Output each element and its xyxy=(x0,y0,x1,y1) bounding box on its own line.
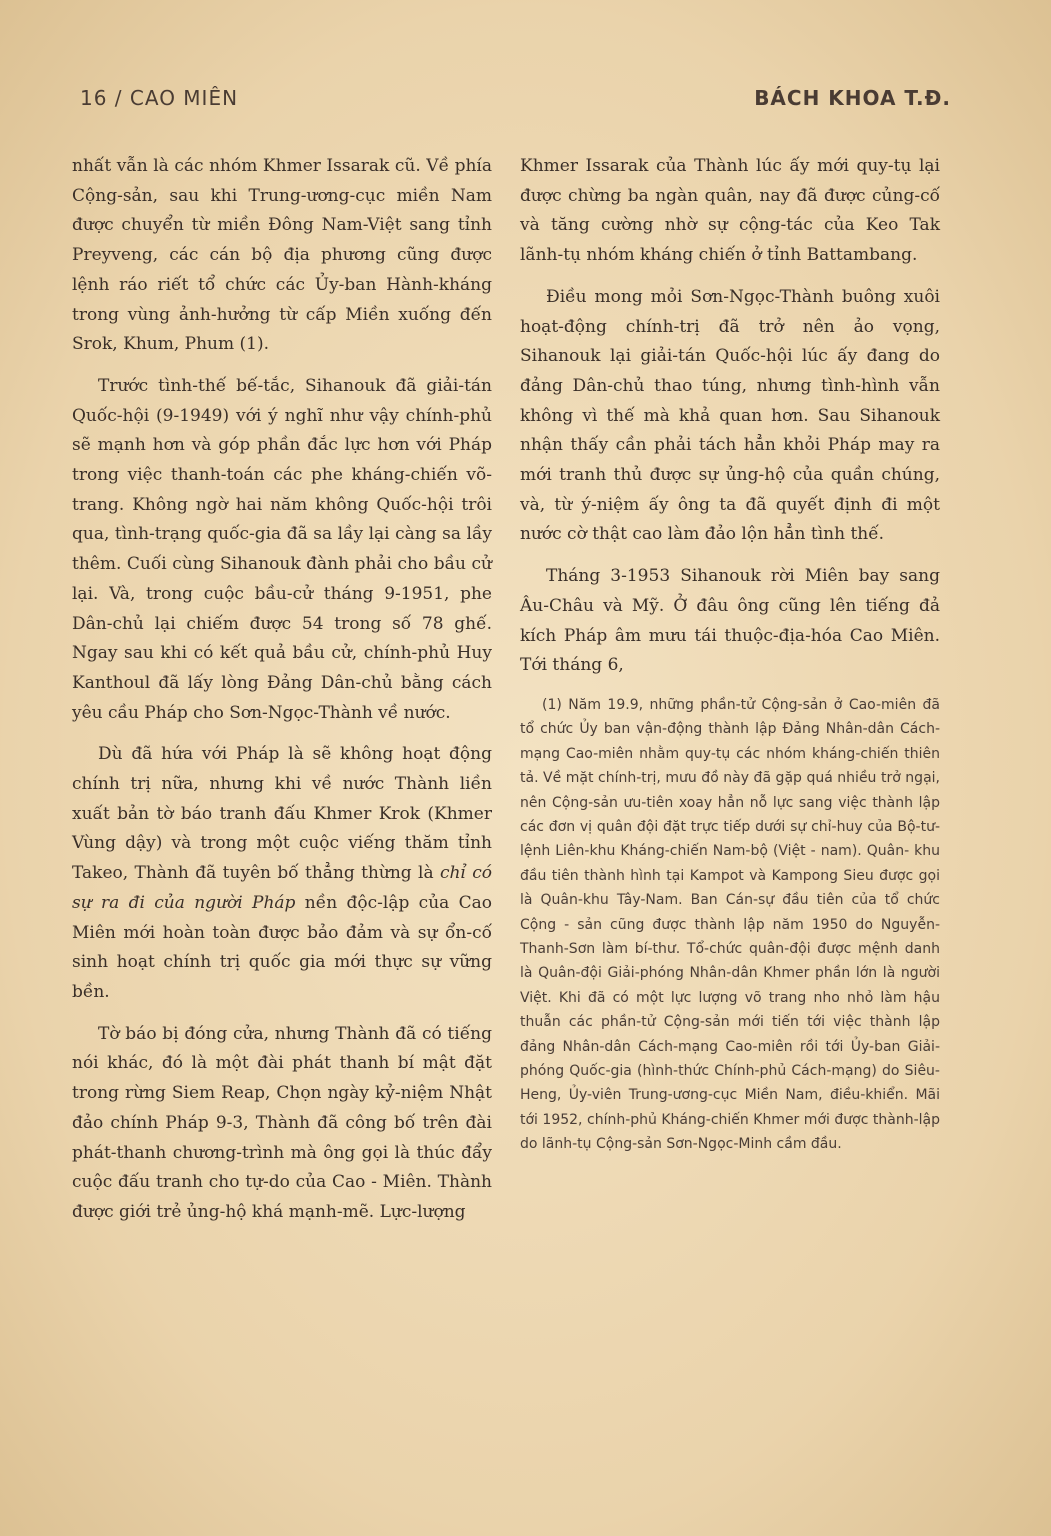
page-number-section: 16 / CAO MIÊN xyxy=(80,86,239,110)
paragraph: nhất vẫn là các nhóm Khmer Issarak cũ. Về phía Cộng-sản, sau khi Trung-ương-cục miền Nam được chuyển từ miền Đông Nam-Việt sang tỉnh Preyveng, các cán bộ địa phương cũng được lệnh ráo riết tổ chức các Ủy-ban Hành-kháng trong vùng ảnh-hưởng từ cấp Miền xuống đến Srok, Khum, Phum (1). xyxy=(72,156,492,355)
italic-quote: chỉ có sự ra đi của người Pháp xyxy=(72,863,492,913)
footnote xyxy=(520,693,940,1157)
paragraph: Điều mong mỏi Sơn-Ngọc-Thành buông xuôi hoạt-động chính-trị đã trở nên ảo vọng, Sihanouk lại giải-tán Quốc-hội lúc ấy đang do đảng Dân-chủ thao túng, nhưng tình-hình vẫn không vì thế mà khả quan hơn. Sau Sihanouk nhận thấy cần phải tách hẳn khỏi Pháp may ra mới tranh thủ được sự ủng-hộ của quần chúng, và, từ ý-niệm ấy ông ta đã quyết định đi một nước cờ thật cao làm đảo lộn hẳn tình thế. xyxy=(520,286,940,545)
paragraph: Tờ báo bị đóng cửa, nhưng Thành đã có tiếng nói khác, đó là một đài phát thanh bí mật đặt trong rừng Siem Reap, Chọn ngày kỷ-niệm Nhật đảo chính Pháp 9-3, Thành đã công bố trên đài phát-thanh chương-trình mà ông gọi là thúc đẩy cuộc đấu tranh cho tự-do của Cao - Miên. Thành được giới trẻ ủng-hộ khá mạnh-mẽ. Lực-lượng xyxy=(72,1023,492,1222)
paragraph: Khmer Issarak của Thành lúc ấy mới quy-tụ lại được chừng ba ngàn quân, nay đã được củng-cố và tăng cường nhờ sự cộng-tác của Keo Tak lãnh-tụ nhóm kháng chiến ở tỉnh Battambang. xyxy=(520,156,940,266)
paragraph-text: Dù đã hứa với Pháp là sẽ không hoạt động chính trị nữa, nhưng khi về nước Thành liền xuất bản tờ báo tranh đấu Khmer Krok (Khmer Vùng dậy) và trong một cuộc viếng thăm tỉnh Takeo, Thành đã tuyên bố thẳng thừng là xyxy=(72,744,492,884)
paragraph: Tháng 3-1953 Sihanouk rời Miên bay sang Âu-Châu và Mỹ. Ở đâu ông cũng lên tiếng đả kích Pháp âm mưu tái thuộc-địa-hóa Cao Miên. Tới tháng 6, xyxy=(520,566,940,676)
paragraph-text: nền độc-lập của Cao Miên mới hoàn toàn được bảo đảm và sự ổn-cố sinh hoạt chính trị quốc gia mới thực sự vững bền. xyxy=(72,892,493,1002)
footnote-text: (1) Năm 19.9, những phần-tử Cộng-sản ở Cao-miên đã tổ chức Ủy ban vận-động thành lập Đảng Nhân-dân Cách-mạng Cao-miên nhằm quy-tụ các nhóm kháng-chiến thiên tả. Về mặt chính-trị, mưu đồ này đã gặp quá nhiều trở ngại, nên Cộng-sản ưu-tiên xoay hẳn nỗ lực sang việc thành lập các đơn vị quân đội đặt trực tiếp dưới sự chỉ-huy của Bộ-tư-lệnh Liên-khu Kháng-chiến Nam-bộ (Việt - nam). Quân- khu đầu tiên thành hình tại Kampot và Kampong Sieu được gọi là Quân-khu Tây-Nam. Ban Cán-sự đầu tiên của tổ chức Cộng - sản cũng được thành lập năm 1950 do Nguyễn-Thanh-Sơn làm bí-thư. Tổ-chức quân-đội được mệnh danh là Quân-đội Giải-phóng Nhân-dân Khmer phần lớn là người Việt. Khi đã có một lực lượng võ trang nho nhỏ làm hậu thuẫn các phần-tử Cộng-sản mới tiến tới việc thành lập đảng Nhân-dân Cách-mạng Cao-miên rồi tới Ủy-ban Giải-phóng Quốc-gia (hình-thức Chính-phủ Cách-mạng) do Siêu-Heng, Ủy-viên Trung-ương-cục Miền Nam, điều-khiển. Mãi tới 1952, chính-phủ Kháng-chiến Khmer mới được thành-lập do lãnh-tụ Cộng-sản Sơn-Ngọc-Minh cầm đầu. xyxy=(520,696,940,1153)
right-column xyxy=(520,152,940,1157)
paragraph xyxy=(72,740,492,1007)
page-header xyxy=(80,86,951,118)
left-column xyxy=(72,152,492,1240)
publication-title: BÁCH KHOA T.Đ. xyxy=(754,86,951,110)
paragraph: Trước tình-thế bế-tắc, Sihanouk đã giải-tán Quốc-hội (9-1949) với ý nghĩ như vậy chính-phủ sẽ mạnh hơn và góp phần đắc lực hơn với Pháp trong việc thanh-toán các phe kháng-chiến võ-trang. Không ngờ hai năm không Quốc-hội trôi qua, tình-trạng quốc-gia đã sa lầy lại càng sa lầy thêm. Cuối cùng Sihanouk đành phải cho bầu cử lại. Và, trong cuộc bầu-cử tháng 9-1951, phe Dân-chủ lại chiếm được 54 trong số 78 ghế. Ngay sau khi có kết quả bầu cử, chính-phủ Huy Kanthoul đã lấy lòng Đảng Dân-chủ bằng cách yêu cầu Pháp cho Sơn-Ngọc-Thành về nước. xyxy=(72,375,492,723)
